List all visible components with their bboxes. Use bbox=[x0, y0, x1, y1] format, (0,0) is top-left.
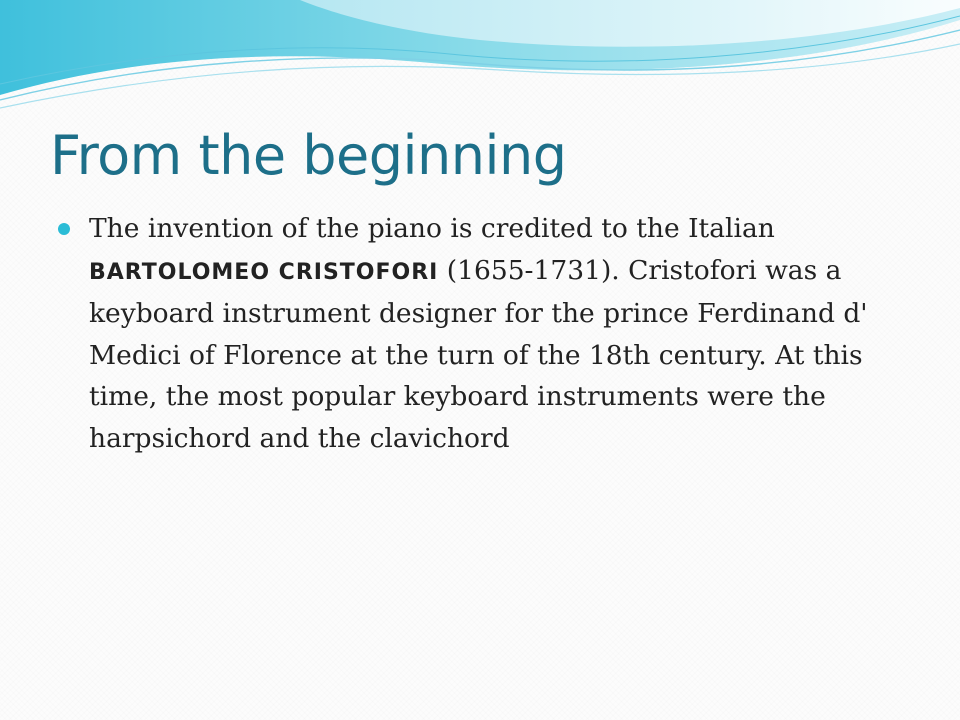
inventor-name: BARTOLOMEO CRISTOFORI bbox=[89, 259, 439, 285]
slide-title: From the beginning bbox=[50, 124, 567, 187]
wave-header-decoration bbox=[0, 0, 960, 120]
bullet-list bbox=[58, 208, 908, 459]
bullet-text-after-name: (1655-1731). Cristofori was a keyboard instrument designer for the prince Ferdinand d' Medici of Florence at the turn of the 18th century. At this time, the most popular keyboard instruments were the harpsichord and the clavichord bbox=[89, 254, 868, 454]
bullet-item bbox=[58, 208, 908, 459]
bullet-text-before-name: The invention of the piano is credited to the Italian bbox=[89, 213, 775, 244]
bullet-dot-icon bbox=[58, 223, 70, 235]
